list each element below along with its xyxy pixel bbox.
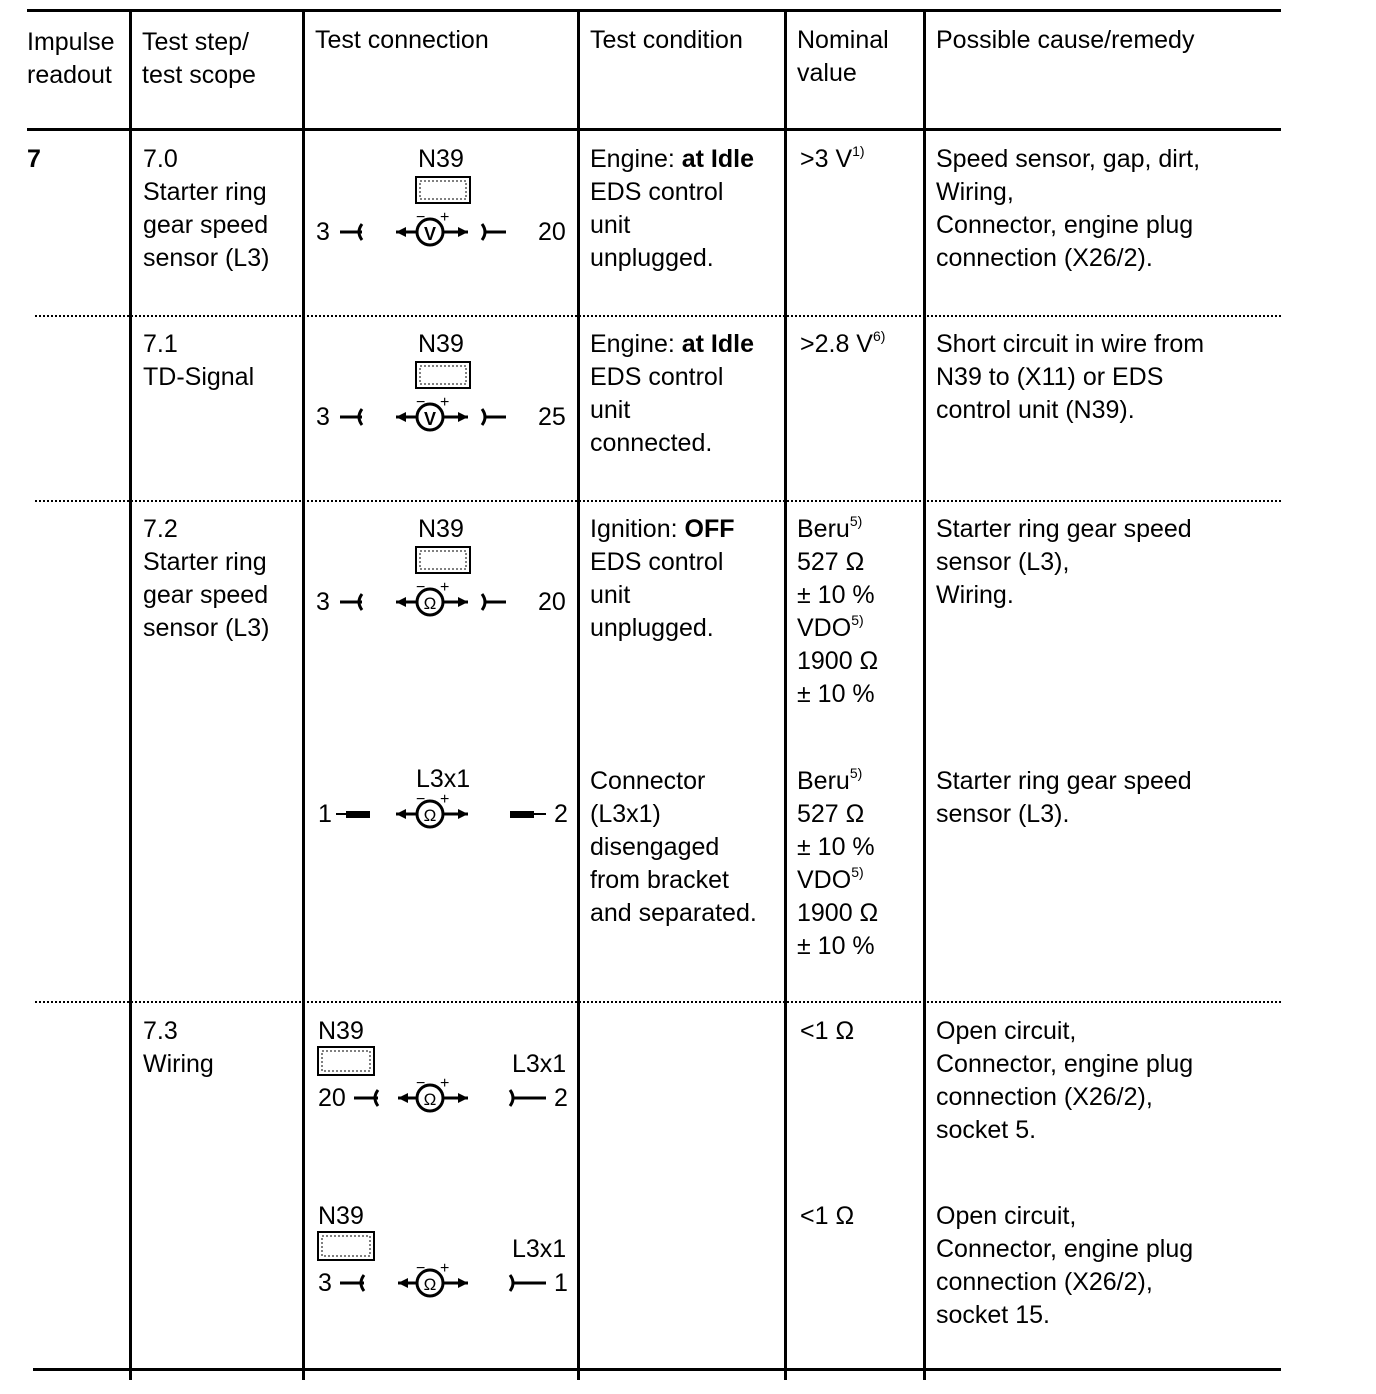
control-unit-icon [416, 177, 470, 203]
header-step-1: Test step/ [142, 28, 249, 56]
step-7-3-line: 7.3 [143, 1017, 178, 1045]
test-connection-diagram [306, 510, 576, 645]
svg-text:−: − [416, 209, 426, 226]
header-step-2: test scope [142, 61, 256, 89]
svg-text:−: − [416, 1075, 426, 1092]
nominal-7-3b: <1 Ω [800, 1202, 855, 1230]
cause-7-3-line: Connector, engine plug [936, 1050, 1194, 1078]
cause-7-3-line: connection (X26/2), [936, 1083, 1153, 1111]
header-nominal-1: Nominal [797, 26, 889, 54]
svg-text:Ω: Ω [423, 1090, 437, 1109]
svg-text:+: + [440, 394, 450, 411]
cause-7-2-line: Wiring. [936, 581, 1014, 609]
unit2-label: L3x1 [512, 1235, 567, 1263]
header-nominal-2: value [797, 59, 857, 87]
control-unit-icon [416, 362, 470, 388]
cause-7-3b-line: Connector, engine plug [936, 1235, 1194, 1263]
svg-text:+: + [440, 791, 450, 808]
test-connection-diagram [306, 1012, 576, 1127]
unit-label: N39 [418, 330, 464, 358]
condition-7-2-line: unit [590, 581, 631, 609]
step-7-0-line: 7.0 [143, 145, 178, 173]
unit-label: N39 [318, 1202, 364, 1230]
nominal-7-2b-line: Beru$^{5)}$ [797, 764, 863, 795]
nominal-7-2b-line: VDO$^{5)}$ [797, 863, 864, 894]
cause-7-3b-line: socket 15. [936, 1301, 1050, 1329]
right-pin: 2 [554, 1084, 568, 1112]
unit-label: N39 [418, 515, 464, 543]
row-divider-2 [35, 500, 1281, 502]
right-pin: 25 [538, 403, 566, 431]
cause-7-2-line: sensor (L3), [936, 548, 1070, 576]
col-divider-3 [577, 9, 580, 1380]
condition-7-2b-line: Connector [590, 767, 706, 795]
step-7-2-line: 7.2 [143, 515, 178, 543]
left-pin: 1 [318, 800, 332, 828]
condition-7-2b-line: (L3x1) [590, 800, 661, 828]
bottom-rule [33, 1368, 1281, 1371]
right-pin: 1 [554, 1269, 568, 1297]
control-unit-icon [416, 547, 470, 573]
unit2-label: L3x1 [512, 1050, 567, 1078]
cause-7-0-line: Connector, engine plug [936, 211, 1194, 239]
step-7-0-line: gear speed [143, 211, 269, 239]
left-pin: 3 [316, 588, 330, 616]
left-pin: 20 [318, 1084, 346, 1112]
cause-7-2-line: Starter ring gear speed [936, 515, 1192, 543]
header-cause: Possible cause/remedy [936, 26, 1195, 54]
condition-7-2b-line: disengaged [590, 833, 720, 861]
nominal-7-2-line: 1900 Ω [797, 647, 879, 675]
cause-7-2b-line: sensor (L3). [936, 800, 1070, 828]
step-7-1-line: 7.1 [143, 330, 178, 358]
col-divider-2 [302, 9, 305, 1380]
col-divider-4 [784, 9, 787, 1380]
cause-7-3-line: Open circuit, [936, 1017, 1077, 1045]
step-7-0-line: Starter ring [143, 178, 267, 206]
svg-text:Ω: Ω [423, 594, 437, 613]
nominal-7-2-line: ± 10 % [797, 680, 875, 708]
meter-icon [340, 394, 506, 430]
row-divider-1 [35, 315, 1281, 317]
unit-label: N39 [418, 145, 464, 173]
meter-icon [340, 579, 506, 615]
step-7-1-line: TD-Signal [143, 363, 255, 391]
cause-7-3b-line: Open circuit, [936, 1202, 1077, 1230]
left-pin: 3 [316, 403, 330, 431]
col-divider-1 [129, 9, 132, 1380]
header-impulse-1: Impulse [27, 28, 115, 56]
header-condition: Test condition [590, 26, 743, 54]
left-pin: 3 [316, 218, 330, 246]
svg-text:−: − [416, 791, 426, 808]
svg-text:+: + [440, 209, 450, 226]
condition-7-0-line1: Engine: at Idle [590, 145, 754, 173]
nominal-7-2-line: VDO$^{5)}$ [797, 611, 864, 642]
step-7-2-line: sensor (L3) [143, 614, 270, 642]
step-7-2-line: Starter ring [143, 548, 267, 576]
meter-icon [336, 791, 546, 827]
cause-7-2b-line: Starter ring gear speed [936, 767, 1192, 795]
svg-text:−: − [416, 579, 426, 596]
condition-7-0-line: unplugged. [590, 244, 714, 272]
condition-7-0-line: EDS control [590, 178, 724, 206]
condition-7-1-line: EDS control [590, 363, 724, 391]
header-connection: Test connection [315, 26, 489, 54]
condition-7-1-line: connected. [590, 429, 713, 457]
nominal-7-1: >2.8 $V^{6)}$ [800, 327, 886, 358]
condition-7-2-line: EDS control [590, 548, 724, 576]
header-rule [27, 128, 1281, 131]
control-unit-icon [318, 1047, 374, 1075]
condition-7-1-line1: Engine: at Idle [590, 330, 754, 358]
nominal-7-2b-line: ± 10 % [797, 932, 875, 960]
control-unit-icon [318, 1232, 374, 1260]
nominal-7-2-line: 527 Ω [797, 548, 865, 576]
unit-label: L3x1 [416, 765, 471, 793]
nominal-7-2-line: ± 10 % [797, 581, 875, 609]
condition-7-0-line: unit [590, 211, 631, 239]
meter-icon [340, 209, 506, 245]
nominal-7-2b-line: 527 Ω [797, 800, 865, 828]
test-connection-diagram [306, 140, 576, 275]
svg-text:V: V [423, 224, 437, 244]
svg-text:V: V [423, 409, 437, 429]
right-pin: 20 [538, 588, 566, 616]
nominal-7-3: <1 Ω [800, 1017, 855, 1045]
condition-7-2-line1: Ignition: OFF [590, 515, 735, 543]
cause-7-1-line: N39 to (X11) or EDS [936, 363, 1164, 391]
nominal-7-2b-line: ± 10 % [797, 833, 875, 861]
svg-text:Ω: Ω [423, 1275, 437, 1294]
cause-7-3-line: socket 5. [936, 1116, 1037, 1144]
top-rule [27, 9, 1281, 12]
meter-icon [354, 1075, 546, 1111]
test-connection-diagram [306, 760, 576, 845]
step-7-0-line: sensor (L3) [143, 244, 270, 272]
row-divider-3 [35, 1001, 1281, 1003]
nominal-7-2-line: Beru$^{5)}$ [797, 512, 863, 543]
nominal-7-0: >3 $V^{1)}$ [800, 142, 865, 173]
nominal-7-2b-line: 1900 Ω [797, 899, 879, 927]
svg-text:Ω: Ω [423, 806, 437, 825]
cause-7-3b-line: connection (X26/2), [936, 1268, 1153, 1296]
cause-7-0-line: Speed sensor, gap, dirt, [936, 145, 1201, 173]
svg-text:+: + [440, 1260, 450, 1277]
unit-label: N39 [318, 1017, 364, 1045]
cause-7-1-line: control unit (N39). [936, 396, 1135, 424]
condition-7-2b-line: and separated. [590, 899, 757, 927]
condition-7-2b-line: from bracket [590, 866, 729, 894]
right-pin: 2 [554, 800, 568, 828]
step-7-3-line: Wiring [143, 1050, 214, 1078]
svg-text:−: − [416, 1260, 426, 1277]
cause-7-1-line: Short circuit in wire from [936, 330, 1205, 358]
condition-7-1-line: unit [590, 396, 631, 424]
svg-text:−: − [416, 394, 426, 411]
impulse-readout: 7 [27, 145, 41, 173]
condition-7-2-line: unplugged. [590, 614, 714, 642]
left-pin: 3 [318, 1269, 332, 1297]
test-connection-diagram [306, 325, 576, 460]
header-impulse-2: readout [27, 61, 112, 89]
svg-text:+: + [440, 579, 450, 596]
cause-7-0-line: Wiring, [936, 178, 1014, 206]
right-pin: 20 [538, 218, 566, 246]
test-connection-diagram [306, 1197, 576, 1312]
step-7-2-line: gear speed [143, 581, 269, 609]
svg-text:+: + [440, 1075, 450, 1092]
meter-icon [340, 1260, 546, 1296]
cause-7-0-line: connection (X26/2). [936, 244, 1153, 272]
col-divider-5 [923, 9, 926, 1380]
